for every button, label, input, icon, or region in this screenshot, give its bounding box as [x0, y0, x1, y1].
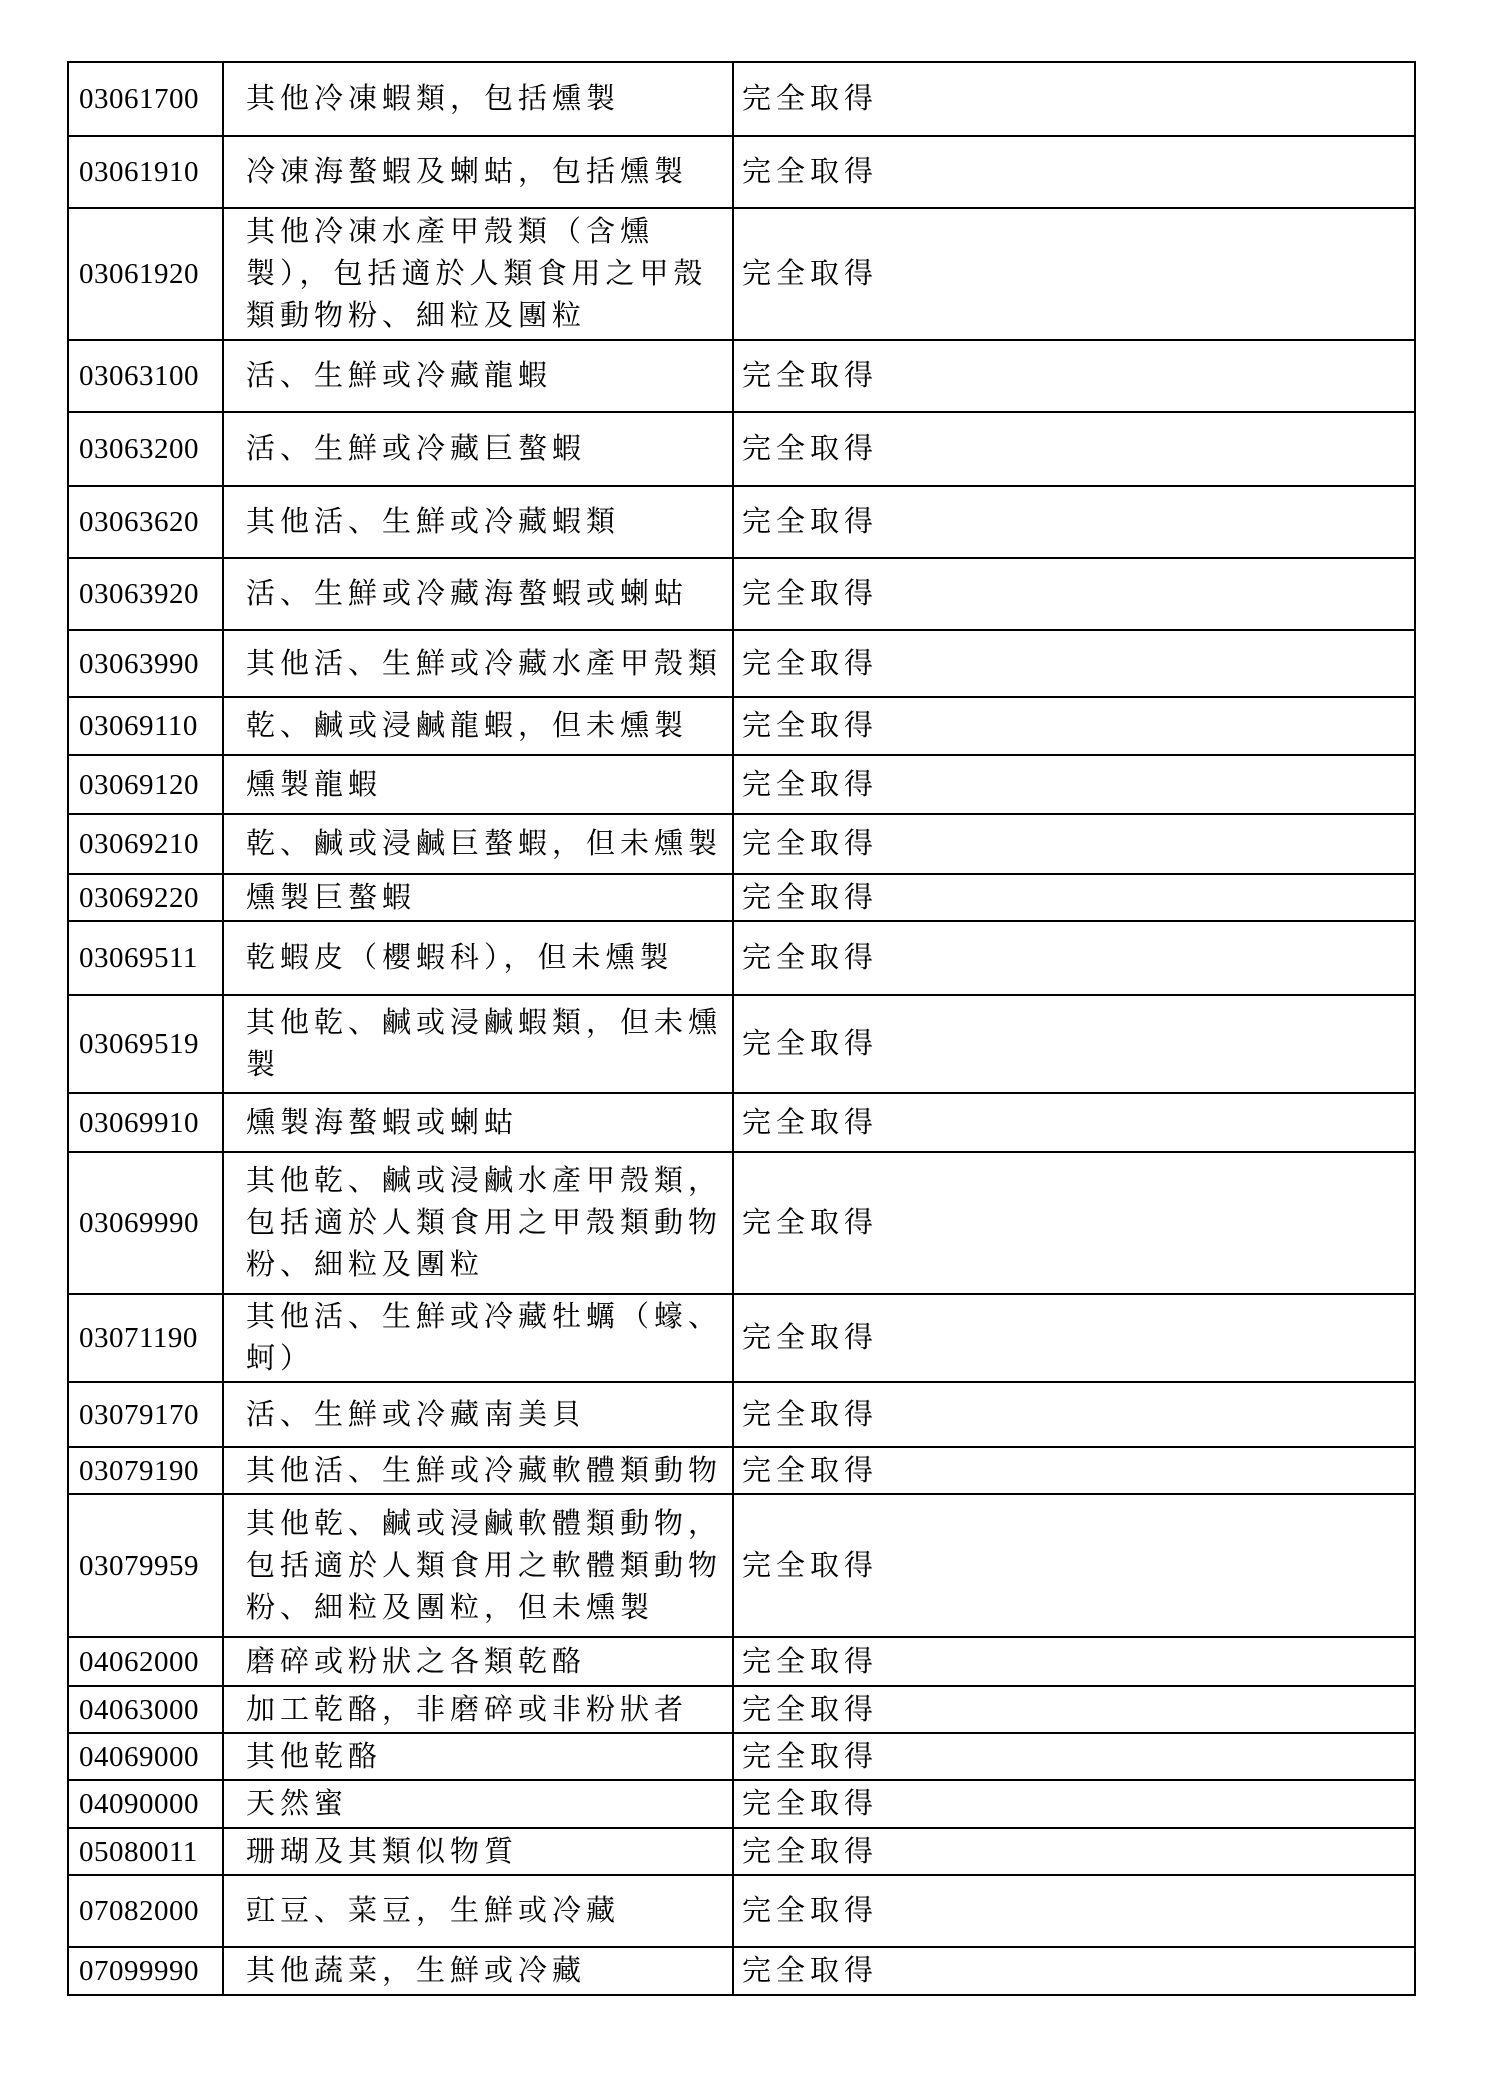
status-cell: 完全取得	[733, 136, 1415, 208]
description-cell: 其他活、生鮮或冷藏蝦類	[223, 486, 733, 558]
description-cell: 其他蔬菜，生鮮或冷藏	[223, 1947, 733, 1995]
status-cell: 完全取得	[733, 1947, 1415, 1995]
code-cell: 03079190	[68, 1447, 223, 1494]
code-cell: 04062000	[68, 1637, 223, 1686]
status-cell: 完全取得	[733, 814, 1415, 874]
code-cell: 03069910	[68, 1093, 223, 1152]
description-cell: 其他乾、鹹或浸鹹蝦類，但未燻製	[223, 995, 733, 1093]
description-cell: 燻製海螯蝦或蝲蛄	[223, 1093, 733, 1152]
code-cell: 03069120	[68, 755, 223, 814]
table-row	[68, 995, 1415, 1093]
code-cell: 03069210	[68, 814, 223, 874]
description-cell: 珊瑚及其類似物質	[223, 1828, 733, 1875]
table-row	[68, 1780, 1415, 1828]
status-cell: 完全取得	[733, 1447, 1415, 1494]
code-cell: 03063920	[68, 558, 223, 630]
table-row	[68, 814, 1415, 874]
status-cell: 完全取得	[733, 995, 1415, 1093]
table-row	[68, 1494, 1415, 1637]
table-row	[68, 1947, 1415, 1995]
code-cell: 03063990	[68, 630, 223, 697]
code-cell: 04090000	[68, 1780, 223, 1828]
description-cell: 其他乾、鹹或浸鹹水產甲殼類，包括適於人類食用之甲殼類動物粉、細粒及團粒	[223, 1152, 733, 1294]
table-row	[68, 921, 1415, 995]
code-cell: 03079170	[68, 1382, 223, 1447]
table-row	[68, 1152, 1415, 1294]
code-cell: 03061920	[68, 208, 223, 340]
table-row	[68, 62, 1415, 136]
table-row	[68, 1733, 1415, 1780]
description-cell: 其他活、生鮮或冷藏軟體類動物	[223, 1447, 733, 1494]
status-cell: 完全取得	[733, 1686, 1415, 1733]
status-cell: 完全取得	[733, 1828, 1415, 1875]
description-cell: 天然蜜	[223, 1780, 733, 1828]
description-cell: 冷凍海螯蝦及蝲蛄，包括燻製	[223, 136, 733, 208]
code-cell: 03069511	[68, 921, 223, 995]
code-cell: 03061700	[68, 62, 223, 136]
product-origin-table	[67, 61, 1416, 1996]
code-cell: 07082000	[68, 1875, 223, 1947]
status-cell: 完全取得	[733, 697, 1415, 755]
description-cell: 活、生鮮或冷藏海螯蝦或蝲蛄	[223, 558, 733, 630]
description-cell: 乾、鹹或浸鹹巨螯蝦，但未燻製	[223, 814, 733, 874]
description-cell: 乾蝦皮（櫻蝦科），但未燻製	[223, 921, 733, 995]
status-cell: 完全取得	[733, 1494, 1415, 1637]
code-cell: 03079959	[68, 1494, 223, 1637]
description-cell: 燻製龍蝦	[223, 755, 733, 814]
description-cell: 乾、鹹或浸鹹龍蝦，但未燻製	[223, 697, 733, 755]
table-row	[68, 1686, 1415, 1733]
status-cell: 完全取得	[733, 1382, 1415, 1447]
description-cell: 磨碎或粉狀之各類乾酪	[223, 1637, 733, 1686]
code-cell: 03063100	[68, 340, 223, 412]
table-row	[68, 136, 1415, 208]
table-row	[68, 340, 1415, 412]
description-cell: 燻製巨螯蝦	[223, 874, 733, 921]
code-cell: 04063000	[68, 1686, 223, 1733]
table-row	[68, 1828, 1415, 1875]
description-cell: 豇豆、菜豆，生鮮或冷藏	[223, 1875, 733, 1947]
status-cell: 完全取得	[733, 1152, 1415, 1294]
table-row	[68, 208, 1415, 340]
table-row	[68, 630, 1415, 697]
description-cell: 其他冷凍水產甲殼類（含燻製），包括適於人類食用之甲殼類動物粉、細粒及團粒	[223, 208, 733, 340]
status-cell: 完全取得	[733, 1637, 1415, 1686]
status-cell: 完全取得	[733, 412, 1415, 486]
table-row	[68, 697, 1415, 755]
code-cell: 07099990	[68, 1947, 223, 1995]
code-cell: 03063200	[68, 412, 223, 486]
status-cell: 完全取得	[733, 921, 1415, 995]
code-cell: 04069000	[68, 1733, 223, 1780]
code-cell: 03069519	[68, 995, 223, 1093]
status-cell: 完全取得	[733, 1093, 1415, 1152]
table-row	[68, 1294, 1415, 1382]
code-cell: 03069110	[68, 697, 223, 755]
status-cell: 完全取得	[733, 340, 1415, 412]
status-cell: 完全取得	[733, 208, 1415, 340]
table-row	[68, 1382, 1415, 1447]
code-cell: 03063620	[68, 486, 223, 558]
code-cell: 03069990	[68, 1152, 223, 1294]
status-cell: 完全取得	[733, 1294, 1415, 1382]
description-cell: 加工乾酪，非磨碎或非粉狀者	[223, 1686, 733, 1733]
status-cell: 完全取得	[733, 1733, 1415, 1780]
status-cell: 完全取得	[733, 755, 1415, 814]
table-row	[68, 1447, 1415, 1494]
status-cell: 完全取得	[733, 62, 1415, 136]
description-cell: 其他冷凍蝦類，包括燻製	[223, 62, 733, 136]
description-cell: 活、生鮮或冷藏南美貝	[223, 1382, 733, 1447]
description-cell: 其他乾、鹹或浸鹹軟體類動物，包括適於人類食用之軟體類動物粉、細粒及團粒，但未燻製	[223, 1494, 733, 1637]
table-row	[68, 755, 1415, 814]
description-cell: 其他活、生鮮或冷藏水產甲殼類	[223, 630, 733, 697]
status-cell: 完全取得	[733, 486, 1415, 558]
code-cell: 03061910	[68, 136, 223, 208]
status-cell: 完全取得	[733, 874, 1415, 921]
status-cell: 完全取得	[733, 1780, 1415, 1828]
table-row	[68, 558, 1415, 630]
description-cell: 活、生鮮或冷藏巨螯蝦	[223, 412, 733, 486]
table-row	[68, 1093, 1415, 1152]
description-cell: 其他活、生鮮或冷藏牡蠣（蠔、蚵）	[223, 1294, 733, 1382]
status-cell: 完全取得	[733, 630, 1415, 697]
table-row	[68, 1875, 1415, 1947]
status-cell: 完全取得	[733, 558, 1415, 630]
table-row	[68, 486, 1415, 558]
description-cell: 其他乾酪	[223, 1733, 733, 1780]
description-cell: 活、生鮮或冷藏龍蝦	[223, 340, 733, 412]
table-row	[68, 874, 1415, 921]
code-cell: 05080011	[68, 1828, 223, 1875]
table-row	[68, 1637, 1415, 1686]
status-cell: 完全取得	[733, 1875, 1415, 1947]
code-cell: 03069220	[68, 874, 223, 921]
table-row	[68, 412, 1415, 486]
code-cell: 03071190	[68, 1294, 223, 1382]
